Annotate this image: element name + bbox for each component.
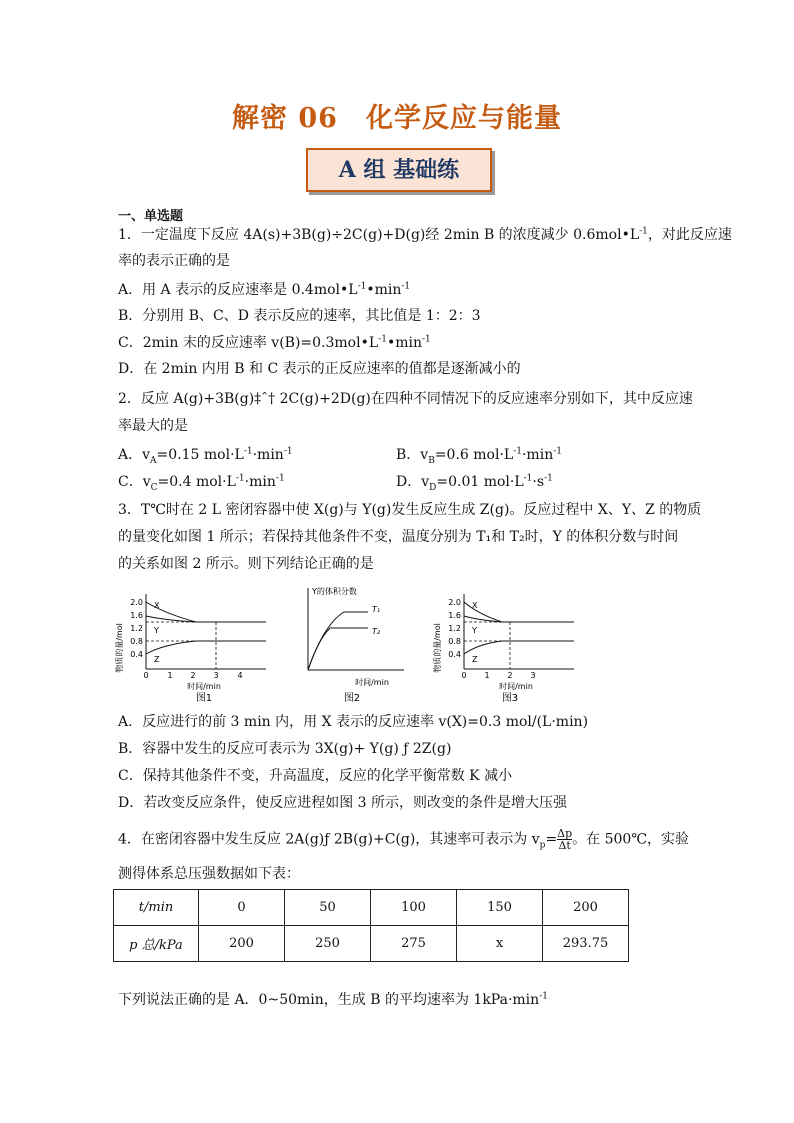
fig1-ytick: 1.2 [130,624,143,633]
table-cell: 50 [285,890,371,926]
fig3-xtick: 1 [484,671,490,680]
fig3-caption: 图3 [501,693,519,704]
q2-stem-line2: 率最大的是 [118,418,188,434]
q4-tail: 下列说法正确的是 A．0~50min，生成 B 的平均速率为 $1kPa\cdot\min^{-1}$ [118,991,548,1008]
table-cell: 200 [199,926,285,962]
table-cell: 100 [371,890,457,926]
fig1-ytick: 2.0 [130,598,143,607]
page-title: 解密 06 化学反应与能量 [232,103,562,134]
table-cell: 0 [199,890,285,926]
fig2-caption: 图2 [343,693,361,704]
q2-option-d: D．$v_D=0.01$ $mol\cdot L^{-1}\cdot s^{-1}$ [396,473,553,493]
table-row [114,926,629,962]
fig1-xtick: 1 [167,671,173,680]
fig3-ytick: 1.2 [448,624,461,633]
fig1-xtick: 4 [237,671,243,680]
table-cell: 275 [371,926,457,962]
fig1-ylabel: 物质的量/mol [115,623,124,673]
fig1-ytick: 0.8 [130,637,143,646]
fig3-xtick: 2 [507,671,513,680]
fig1-caption: 图1 [195,693,213,704]
fig3-xlabel: 时间/min [499,682,533,691]
q2-option-c: C．$v_C=0.4$ $mol\cdot L^{-1}\cdot\min^{-1}$ [118,473,285,493]
q3-stem-line3: 的关系如图 2 所示。则下列结论正确的是 [118,556,374,572]
q3-option-a: A．反应进行的前 3 min 内，用 X 表示的反应速率 v(X)=0.3 mol/(L·min) [118,714,589,730]
q3-stem-line1: 3．T℃时在 2 L 密闭容器中使 X(g)与 Y(g)发生反应生成 Z(g)。反应过程中 X、Y、Z 的物质 [118,502,702,518]
fig1-label-x: X [154,601,160,610]
table-cell: t/min [114,890,199,926]
fig2-ylabel: Y的体积分数 [312,587,357,596]
fig3-series-z [464,641,574,654]
fig1-xtick: 3 [213,671,219,680]
fig3-xtick: 3 [530,671,536,680]
table-cell: 293.75 [543,926,629,962]
fig3-ylabel: 物质的量/mol [433,623,442,673]
fig1-label-z: Z [154,655,160,664]
fig3-ytick: 2.0 [448,598,461,607]
section-heading: 一、单选题 [118,209,184,224]
table-cell: 200 [543,890,629,926]
q3-option-d: D．若改变反应条件，使反应进程如图 3 所示，则改变的条件是增大压强 [118,795,568,811]
fig2-series-t2 [308,628,368,670]
fig1-series-y [146,616,196,622]
q1-stem-line1: 1．一定温度下反应 4A(s)+3B(g)÷2C(g)+D(g)经 2min B 的浓度减少 $0.6mol•L^{-1}$，对此反应速 [118,226,732,243]
q2-stem-line1: 2．反应 A(g)+3B(g)‡ˆ† 2C(g)+2D(g)在四种不同情况下的反应速率分别如下，其中反应速 [118,391,693,407]
q3-option-c: C．保持其他条件不变，升高温度，反应的化学平衡常数 K 减小 [118,768,513,784]
q3-stem-line2: 的量变化如图 1 所示；若保持其他条件不变，温度分别为 T₁和 T₂时，Y 的体积分数与时间 [118,529,679,545]
table-cell: 250 [285,926,371,962]
fig1-series-z [146,641,266,654]
fig3-ytick: 0.4 [448,650,461,659]
fig1-ytick: 1.6 [130,611,143,620]
q2-option-a: A．$v_A=0.15$ $mol\cdot L^{-1}\cdot\min^{-1}$ [118,446,293,466]
q1-option-d: D．在 2min 内用 B 和 C 表示的正反应速率的值都是逐渐减小的 [118,361,521,377]
table-cell: p 总/kPa [114,926,199,962]
table-cell: 150 [457,890,543,926]
q2-option-b: B．$v_B=0.6$ $mol\cdot L^{-1}\cdot\min^{-1}$ [396,446,562,466]
fig2-label-t1: T₁ [372,605,381,614]
fig3-ytick: 0.8 [448,637,461,646]
figure-1 [116,586,276,704]
q3-option-b: B．容器中发生的反应可表示为 3X(g)+ Y(g) ƒ 2Z(g) [118,741,452,757]
q1-stem-line2: 率的表示正确的是 [118,253,230,269]
fig1-xtick: 0 [143,671,149,680]
pressure-table [113,889,629,962]
fig3-ytick: 1.6 [448,611,461,620]
fig3-label-x: X [472,601,478,610]
q4-stem-line1: 4．在密闭容器中发生反应 2A(g)ƒ 2B(g)+C(g)，其速率可表示为 $v_p=$ $\frac{\Delta p}{\Delta t}$ 。在 500℃，实验 [118,827,690,852]
table-row [114,890,629,926]
section-badge: A 组 基础练 [306,148,492,192]
q4-fraction: $\frac{\Delta p}{\Delta t}$ [557,827,573,852]
fig3-series-y [464,616,502,622]
fig3-label-y: Y [472,626,477,635]
fig1-label-y: Y [154,626,159,635]
fig2-series-t1 [308,612,368,670]
fig3-xtick: 0 [461,671,467,680]
q4-stem-line2: 测得体系总压强数据如下表： [118,866,300,882]
fig2-xlabel: 时间/min [355,678,389,687]
table-cell: x [457,926,543,962]
fig1-ytick: 0.4 [130,650,143,659]
q1-option-a: A．用 A 表示的反应速率是 $0.4mol•L^{-1}•\min^{-1}$ [118,281,411,298]
fig1-xlabel: 时间/min [187,682,221,691]
q1-option-b: B．分别用 B、C、D 表示反应的速率，其比值是 1：2：3 [118,308,481,324]
fig3-label-z: Z [472,655,478,664]
fig2-label-t2: T₂ [372,627,381,636]
figure-2 [296,582,408,704]
q1-option-c: C．2min 末的反应速率 $v(B)=0.3mol•L^{-1}•\min^{-1}$ [118,334,431,351]
fig1-xtick: 2 [190,671,196,680]
figure-3 [434,586,584,704]
